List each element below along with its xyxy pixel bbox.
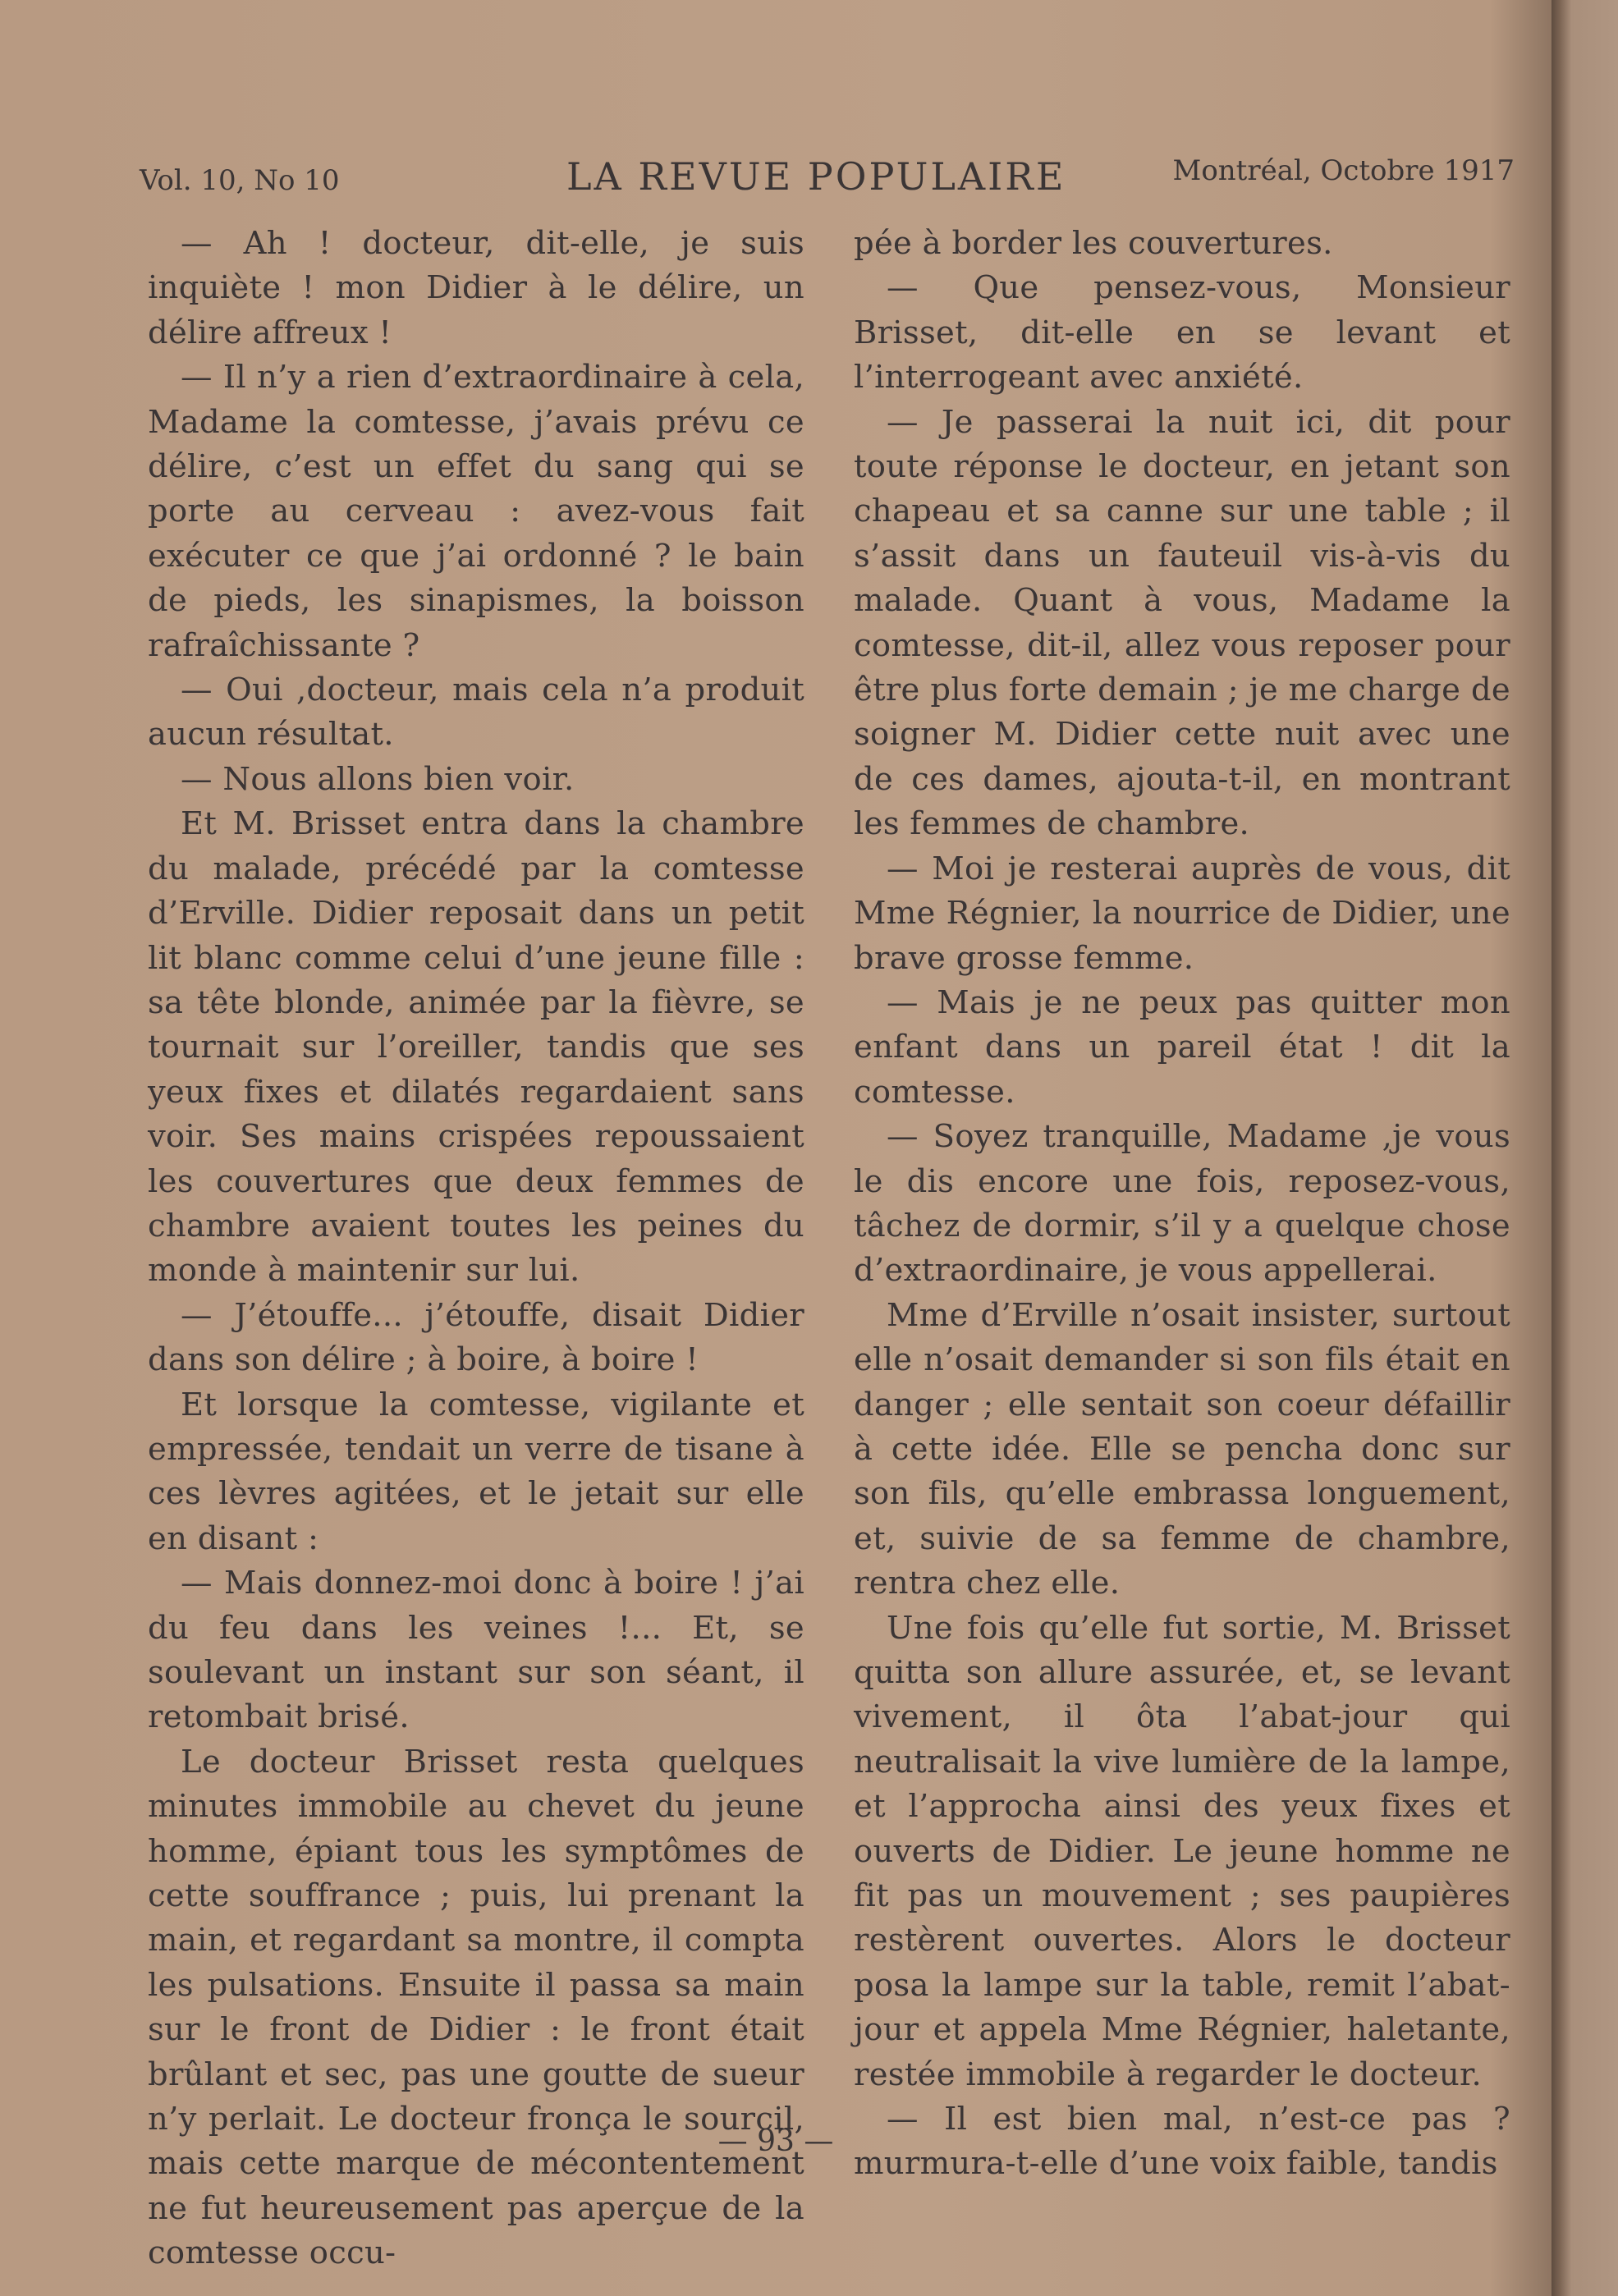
page-edge-shadow [1552, 0, 1618, 2296]
volume-number: Vol. 10, No 10 [140, 164, 340, 197]
paragraph: — Je passerai la nuit ici, dit pour toute réponse le docteur, en jetant son chapeau et sa canne sur une table ; il s’assit dans un fauteuil vis-à-vis du malade. Quant à vous, Madame la comtesse, dit-il, allez vous reposer pour être plus forte demain ; je me charge de soigner M. Didier cette nuit avec une de ces dames, ajouta-t-il, en montrant les femmes de chambre. [854, 403, 1510, 843]
paragraph: — Soyez tranquille, Madame ,je vous le dis encore une fois, reposez-vous, tâchez de dormir, s’il y a quelque chose d’extraordinaire, je vous appellerai. [854, 1118, 1510, 1290]
right-column [854, 222, 1510, 2183]
paragraph: — Il est bien mal, n’est-ce pas ? murmura-t-elle d’une voix faible, tandis [854, 2101, 1510, 2183]
paragraph: Le docteur Brisset resta quelques minutes immobile au chevet du jeune homme, épiant tous les symptômes de cette souffrance ; puis, lui prenant la main, et regardant sa montre, il compta les pulsations. Ensuite il passa sa main sur le front de Didier : le front était brûlant et sec, pas une goutte de sueur n’y perlait. Le docteur fronça le sourcil, mais cette marque de mécontentement ne fut heureusement pas aperçue de la comtesse occu- [148, 1743, 804, 2272]
paragraph: — Il n’y a rien d’extraordinaire à cela, Madame la comtesse, j’avais prévu ce délire, c’est un effet du sang qui se porte au cerveau : avez-vous fait exécuter ce que j’ai ordonné ? le bain de pieds, les sinapismes, la boisson rafraîchissante ? [148, 359, 804, 664]
paragraph: — Mais je ne peux pas quitter mon enfant dans un pareil état ! dit la comtesse. [854, 983, 1510, 1111]
journal-title: LA REVUE POPULAIRE [566, 154, 1066, 199]
page-number: — 93 — [717, 2124, 834, 2158]
paragraph: pée à border les couvertures. [854, 225, 1333, 262]
paragraph: — Oui ,docteur, mais cela n’a produit aucun résultat. [148, 671, 804, 754]
issue-date: Montréal, Octobre 1917 [1172, 154, 1515, 187]
paragraph: — Moi je resterai auprès de vous, dit Mme Régnier, la nourrice de Didier, une brave grosse femme. [854, 850, 1510, 977]
paragraph: — Ah ! docteur, dit-elle, je suis inquiète ! mon Didier à le délire, un délire affreux ! [148, 225, 804, 351]
running-header [140, 154, 1515, 212]
paragraph: Et lorsque la comtesse, vigilante et empressée, tendait un verre de tisane à ces lèvres agitées, et le jetait sur elle en disant : [148, 1386, 804, 1557]
paragraph: — Que pensez-vous, Monsieur Brisset, dit-elle en se levant et l’interrogeant avec anxiété. [854, 269, 1510, 396]
paragraph: — Nous allons bien voir. [181, 760, 575, 798]
paragraph: — Mais donnez-moi donc à boire ! j’ai du feu dans les veines !... Et, se soulevant un instant sur son séant, il retombait brisé. [148, 1565, 804, 1736]
paragraph: Une fois qu’elle fut sortie, M. Brisset quitta son allure assurée, et, se levant vivement, il ôta l’abat-jour qui neutralisait la vive lumière de la lampe, et l’approcha ainsi des yeux fixes et ouverts de Didier. Le jeune homme ne fit pas un mouvement ; ses paupières restèrent ouvertes. Alors le docteur posa la lampe sur la table, remit l’abat-jour et appela Mme Régnier, haletante, restée immobile à regarder le docteur. [854, 1609, 1510, 2093]
paragraph: Mme d’Erville n’osait insister, surtout elle n’osait demander si son fils était en danger ; elle sentait son coeur défaillir à cette idée. Elle se pencha donc sur son fils, qu’elle embrassa longuement, et, suivie de sa femme de chambre, rentra chez elle. [854, 1296, 1510, 1602]
paragraph: Et M. Brisset entra dans la chambre du malade, précédé par la comtesse d’Erville. Didier reposait dans un petit lit blanc comme celui d’une jeune fille : sa tête blonde, animée par la fièvre, se tournait sur l’oreiller, tandis que ses yeux fixes et dilatés regardaient sans voir. Ses mains crispées repoussaient les couvertures que deux femmes de chambre avaient toutes les peines du monde à maintenir sur lui. [148, 805, 804, 1290]
paragraph: — J’étouffe... j’étouffe, disait Didier dans son délire ; à boire, à boire ! [148, 1296, 804, 1379]
